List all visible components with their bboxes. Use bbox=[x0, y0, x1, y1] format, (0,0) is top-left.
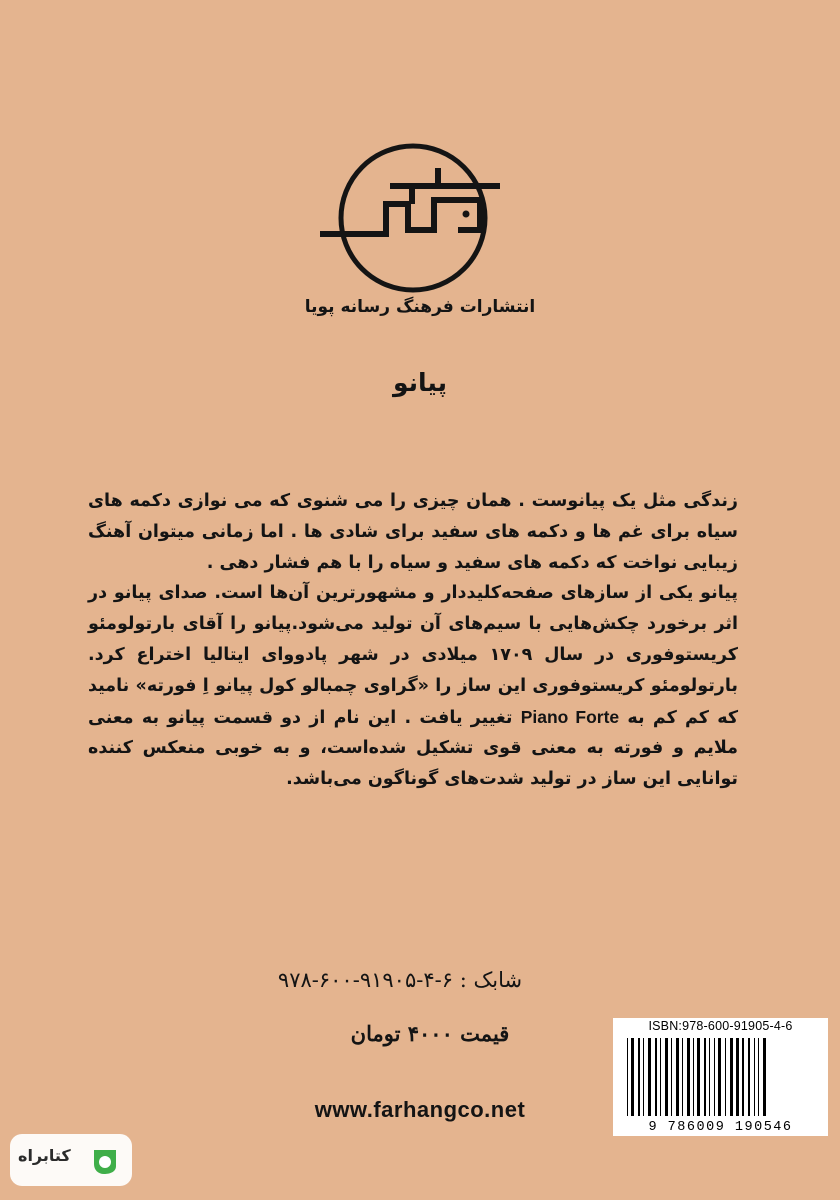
barcode-bar bbox=[736, 1038, 739, 1116]
watermark-badge bbox=[10, 1134, 132, 1186]
book-title: پیانو bbox=[392, 368, 448, 397]
barcode-bar bbox=[748, 1038, 750, 1116]
barcode-bar bbox=[704, 1038, 706, 1116]
barcode-bar bbox=[687, 1038, 690, 1116]
barcode-digits: 9 786009 190546 bbox=[648, 1120, 793, 1135]
barcode-bar bbox=[638, 1038, 640, 1116]
barcode-bar bbox=[682, 1038, 683, 1116]
barcode-bar bbox=[676, 1038, 679, 1116]
ketabrah-leaf-icon bbox=[88, 1144, 122, 1176]
barcode-bar bbox=[693, 1038, 694, 1116]
barcode-bar bbox=[714, 1038, 715, 1116]
barcode-bar bbox=[758, 1038, 759, 1116]
barcode-bar bbox=[627, 1038, 628, 1116]
barcode-bar bbox=[725, 1038, 726, 1116]
barcode-bar bbox=[648, 1038, 651, 1116]
isbn-persian: شابک : ۶-۴-۹۱۹۰۵-۶۰۰-۹۷۸ bbox=[277, 968, 523, 992]
price: قیمت ۴۰۰۰ تومان bbox=[350, 1021, 510, 1046]
barcode-bar bbox=[671, 1038, 672, 1116]
barcode-isbn-label: ISBN:978-600-91905-4-6 bbox=[648, 1019, 793, 1033]
piano-forte-term: Piano Forte bbox=[520, 706, 620, 727]
publisher-logo bbox=[316, 138, 506, 298]
farhang-logo-icon bbox=[316, 138, 506, 298]
barcode-bar bbox=[754, 1038, 755, 1116]
blurb-paragraph-2 bbox=[88, 578, 738, 795]
blurb-paragraph-1: زندگی مثل یک پیانوست . همان چیزی را می شنوی که می نوازی دکمه های سیاه برای غم ها و دکمه های سفید برای شادی ها . اما زمانی میتوان آهنگ زیبایی نواخت که دکمه های سفید و سیاه را با هم فشار دهی . bbox=[88, 491, 738, 573]
barcode-bar bbox=[709, 1038, 710, 1116]
barcode-bar bbox=[730, 1038, 733, 1116]
publisher-name: انتشارات فرهنگ رسانه پویا bbox=[304, 297, 536, 317]
barcode-bars bbox=[625, 1038, 816, 1116]
barcode-bar bbox=[718, 1038, 721, 1116]
watermark-label: کتابراه bbox=[18, 1146, 71, 1165]
blurb-paragraph-2-text-b: تغییر یافت . این نام از دو قسمت پیانو به معنی ملایم و فورته به معنی قوی تشکیل شده‌است، و به خوبی منعکس کننده توانایی این ساز در تولید شدت‌های گوناگون می‌باشد. bbox=[88, 707, 738, 790]
website-url: www.farhangco.net bbox=[314, 1097, 526, 1122]
barcode-bar bbox=[697, 1038, 700, 1116]
barcode-bar bbox=[631, 1038, 634, 1116]
isbn-barcode bbox=[613, 1018, 828, 1136]
barcode-bar bbox=[742, 1038, 744, 1116]
barcode-bar bbox=[660, 1038, 661, 1116]
barcode-bar bbox=[665, 1038, 668, 1116]
barcode-bar bbox=[643, 1038, 644, 1116]
barcode-bar bbox=[655, 1038, 657, 1116]
back-cover-blurb bbox=[88, 486, 738, 795]
barcode-bar bbox=[763, 1038, 766, 1116]
blurb-paragraph-2-text-a: پیانو یکی از سازهای صفحه‌کلیددار و مشهورترین آن‌ها است. صدای پیانو در اثر برخورد چکش‌هایی با سیم‌های آن تولید می‌شود.پیانو را آقای بارتولومئو کریستوفوری در سال ۱۷۰۹ میلادی در شهر پادووای ایتالیا اختراع کرد. بارتولومئو کریستوفوری این ساز را «گراوی چمبالو کول پیانو اِ فورته» نامید که کم کم به bbox=[88, 583, 739, 728]
